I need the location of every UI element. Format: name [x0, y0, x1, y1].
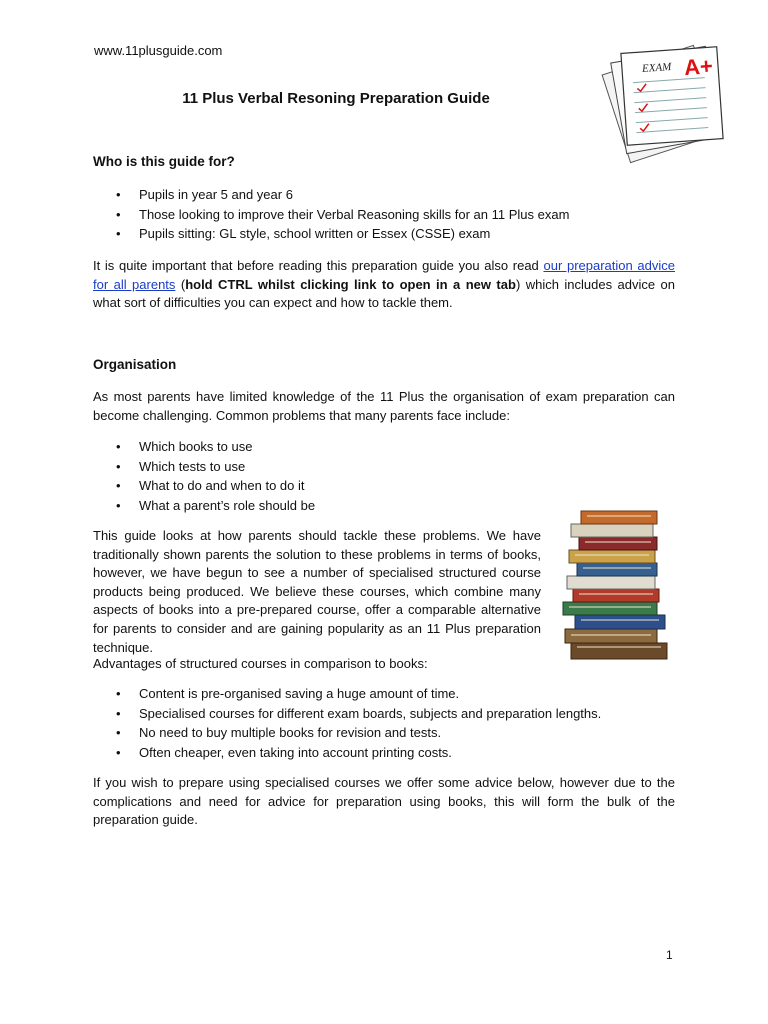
book-stack-icon — [555, 507, 675, 665]
list-item: • What a parent’s role should be — [116, 496, 315, 516]
list-item: • Which books to use — [116, 437, 315, 457]
intro-paragraph: It is quite important that before reading this preparation guide you also read our preparation advice for all parents (hold CTRL whilst clicking link to open in a new tab) which includes advice on what sort of difficulties you can expect and how to tackle them. — [93, 258, 675, 311]
who-heading: Who is this guide for? — [93, 154, 235, 169]
page-number: 1 — [666, 948, 673, 962]
organisation-intro: As most parents have limited knowledge of the 11 Plus the organisation of exam preparation can become challenging. Common problems that many parents face include: — [93, 389, 675, 423]
advantages-list — [116, 684, 601, 762]
advantages-intro: Advantages of structured courses in comparison to books: — [93, 656, 428, 671]
guide-paragraph: This guide looks at how parents should tackle these problems. We have traditionally shown parents the solution to these problems in terms of books, however, we have begun to see a number of specialised structured course products being produced. We believe these courses, which combine many aspects of books into a pre-prepared course, offer a comparable alternative for parents to consider and are gaining popularity as an 11 Plus preparation technique. — [93, 527, 675, 669]
preparation-advice-link[interactable]: our preparation advice for all parents — [93, 258, 675, 292]
exam-label-text: EXAM — [641, 60, 672, 76]
page-title: 11 Plus Verbal Resoning Preparation Guide — [182, 90, 490, 107]
list-item: • Specialised courses for different exam boards, subjects and preparation lengths. — [116, 704, 601, 724]
list-item: • Those looking to improve their Verbal Reasoning skills for an 11 Plus exam — [116, 205, 569, 225]
list-item: • Which tests to use — [116, 457, 315, 477]
list-item: • Often cheaper, even taking into account printing costs. — [116, 743, 601, 763]
grade-text: A+ — [683, 53, 714, 81]
list-item: • Content is pre-organised saving a huge amount of time. — [116, 684, 601, 704]
problems-list — [116, 437, 315, 515]
list-item: • No need to buy multiple books for revision and tests. — [116, 723, 601, 743]
closing-paragraph: If you wish to prepare using specialised courses we offer some advice below, however due to the complications and need for advice for preparation using books, this will form the bulk of the preparation guide. — [93, 775, 675, 828]
audience-list — [116, 185, 569, 244]
list-item: • What to do and when to do it — [116, 476, 315, 496]
list-item: • Pupils sitting: GL style, school written or Essex (CSSE) exam — [116, 224, 569, 244]
site-url: www.11plusguide.com — [94, 43, 223, 58]
list-item: • Pupils in year 5 and year 6 — [116, 185, 569, 205]
organisation-heading: Organisation — [93, 357, 177, 372]
exam-paper-icon — [594, 40, 738, 164]
